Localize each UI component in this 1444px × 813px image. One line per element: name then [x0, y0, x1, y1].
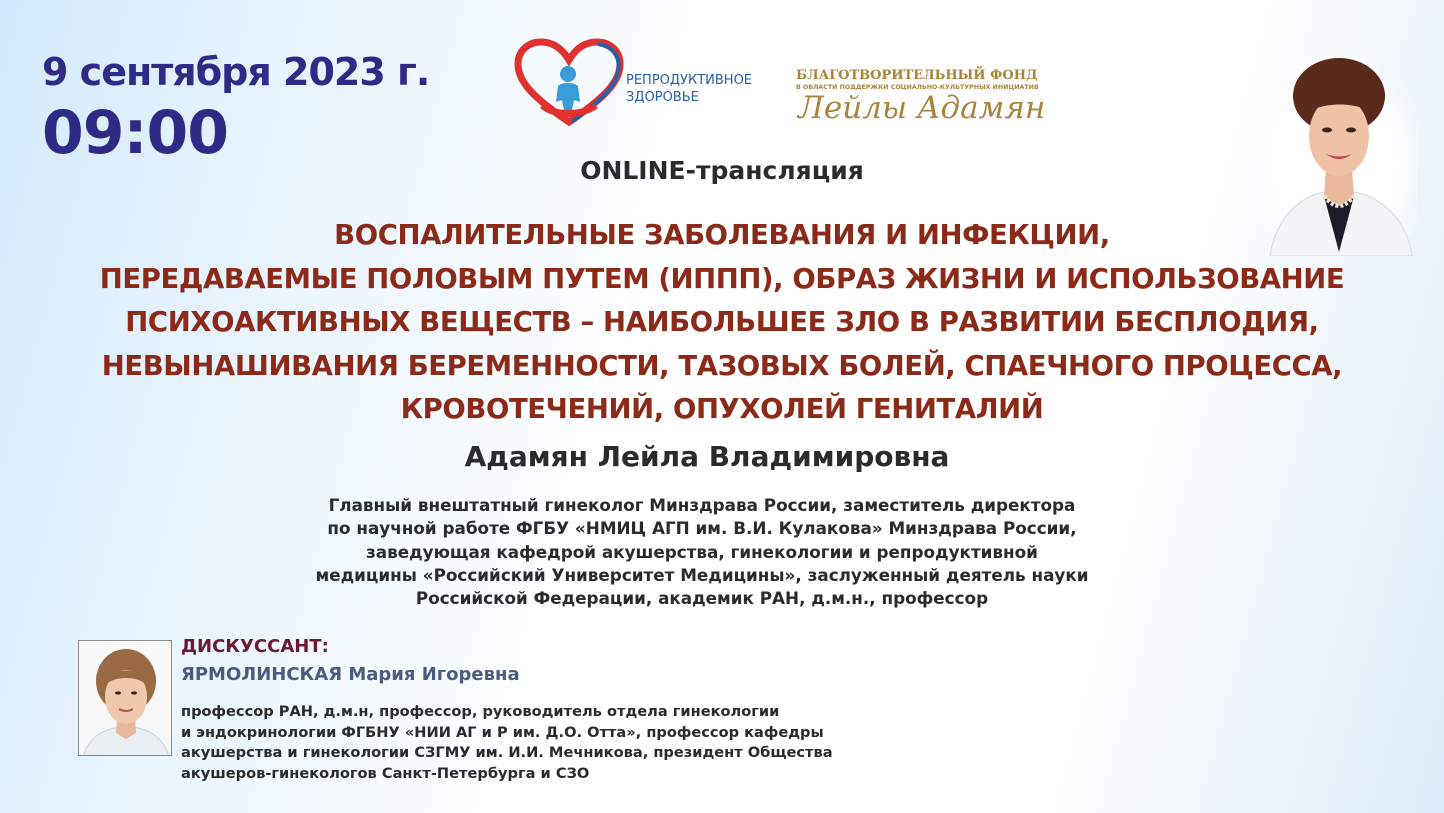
- foundation-logo: [796, 66, 1046, 148]
- speaker-description-line: Главный внештатный гинеколог Минздрава России, заместитель директора: [328, 495, 1076, 515]
- title-line: КРОВОТЕЧЕНИЙ, ОПУХОЛЕЙ ГЕНИТАЛИЙ: [400, 393, 1044, 425]
- heart-child-icon: [514, 38, 624, 128]
- foundation-subtitle: В ОБЛАСТИ ПОДДЕРЖКИ СОЦИАЛЬНО-КУЛЬТУРНЫХ ИНИЦИАТИВ: [796, 84, 1039, 91]
- discussant-description-line: акушеров-гинекологов Санкт-Петербурга и СЗО: [181, 764, 590, 782]
- title-line: ВОСПАЛИТЕЛЬНЫЕ ЗАБОЛЕВАНИЯ И ИНФЕКЦИИ,: [334, 219, 1110, 251]
- speaker-description-line: по научной работе ФГБУ «НМИЦ АГП им. В.И. Кулакова» Минздрава России,: [327, 518, 1077, 539]
- discussant-label: ДИСКУССАНТ:: [181, 636, 329, 657]
- discussant-description-line: акушерства и гинекологии СЗГМУ им. И.И. Мечникова, президент Общества: [181, 744, 833, 762]
- discussant-name: ЯРМОЛИНСКАЯ Мария Игоревна: [181, 664, 520, 685]
- discussant-portrait: [78, 640, 172, 756]
- discussant-description: [181, 702, 833, 784]
- discussant-description-line: профессор РАН, д.м.н, профессор, руководитель отдела гинекологии: [181, 703, 780, 720]
- foundation-name: БЛАГОТВОРИТЕЛЬНЫЙ ФОНД: [796, 68, 1038, 83]
- reproductive-health-text: РЕПРОДУКТИВНОЕ ЗДОРОВЬЕ: [626, 73, 753, 105]
- discussant-description-line: и эндокринологии ФГБНУ «НИИ АГ и Р им. Д.О. Отта», профессор кафедры: [181, 723, 824, 741]
- title-line: ПСИХОАКТИВНЫХ ВЕЩЕСТВ – НАИБОЛЬШЕЕ ЗЛО В РАЗВИТИИ БЕСПЛОДИЯ,: [125, 306, 1319, 338]
- broadcast-label: ONLINE-трансляция: [580, 156, 864, 185]
- speaker-description-line: заведующая кафедрой акушерства, гинекологии и репродуктивной: [366, 541, 1038, 562]
- speaker-description-line: медицины «Российский Университет Медицины», заслуженный деятель науки: [315, 564, 1089, 585]
- reproductive-health-logo: [514, 38, 764, 128]
- foundation-script-name: Лейлы Адамян: [798, 90, 1046, 126]
- speaker-description: [0, 494, 1404, 610]
- speaker-name: Адамян Лейла Владимировна: [464, 440, 950, 473]
- event-date: 9 сентября 2023 г.: [42, 50, 430, 94]
- lecture-title: [40, 214, 1404, 432]
- title-line: ПЕРЕДАВАЕМЫЕ ПОЛОВЫМ ПУТЕМ (ИППП), ОБРАЗ ЖИЗНИ И ИСПОЛЬЗОВАНИЕ: [99, 262, 1345, 295]
- title-line: НЕВЫНАШИВАНИЯ БЕРЕМЕННОСТИ, ТАЗОВЫХ БОЛЕЙ, СПАЕЧНОГО ПРОЦЕССА,: [101, 349, 1343, 382]
- event-time: 09:00: [42, 98, 228, 168]
- speaker-description-line: Российской Федерации, академик РАН, д.м.н., профессор: [415, 588, 989, 609]
